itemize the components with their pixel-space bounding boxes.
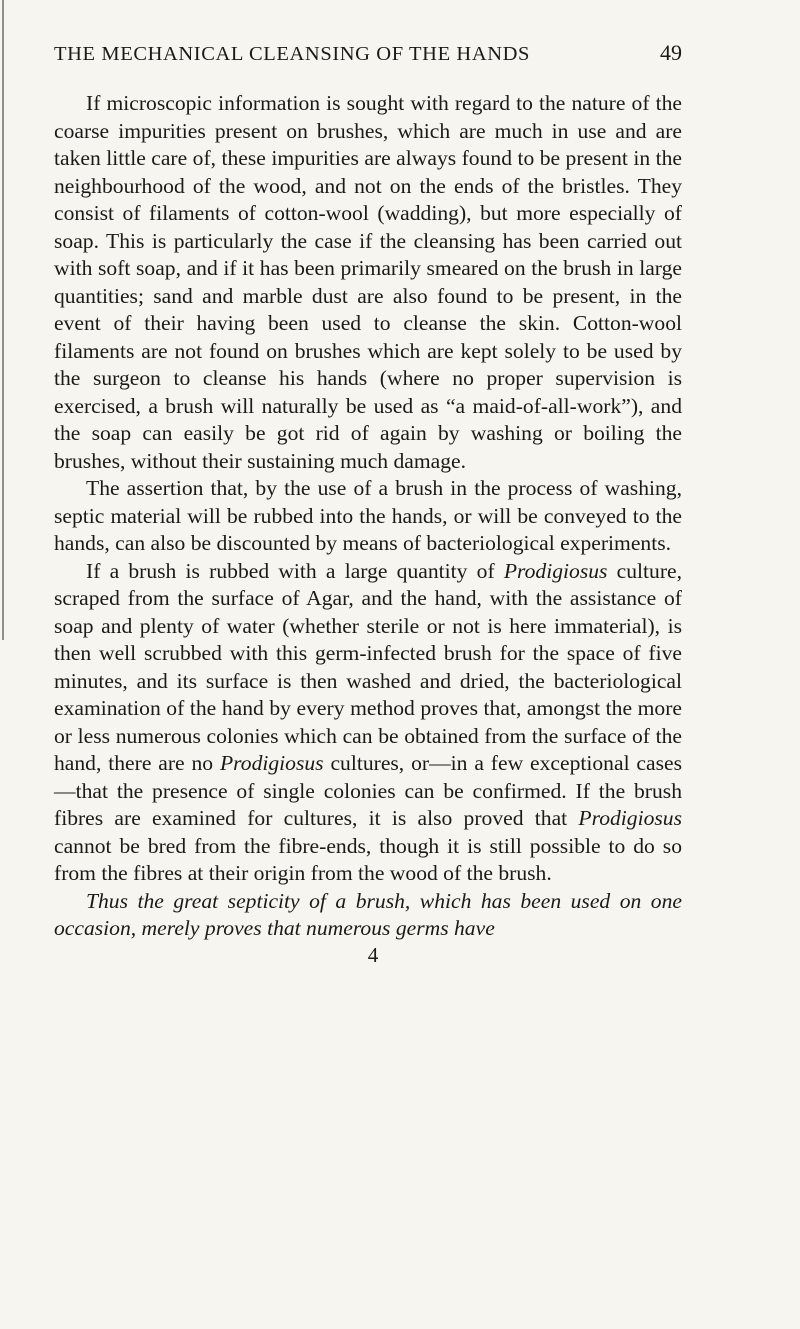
page-number: 49 <box>660 40 682 65</box>
body-text <box>54 90 682 943</box>
running-head <box>54 40 682 76</box>
book-page <box>54 40 682 967</box>
signature-mark: 4 <box>367 942 379 967</box>
paragraph-2: The assertion that, by the use of a brush in the process of washing, septic material will be rubbed into the hands, or will be conveyed to the hands, can also be discounted by means of bacteriological experiments. <box>54 476 682 555</box>
italic-term: Prodigiosus <box>219 751 324 775</box>
paragraph-3-part-c: cultures, or—in a few exceptional cases—that the presence of single colonies can be confirmed. If the brush fibres are examined for cultures, it is also proved that <box>54 751 682 830</box>
paragraph-3 <box>54 558 682 888</box>
italic-term: Prodigiosus <box>503 558 608 583</box>
page-edge-shadow <box>2 0 4 640</box>
paragraph-3-part-d: cannot be bred from the fibre-ends, though it is still possible to do so from the fibres at their origin from the wood of the brush. <box>54 833 682 885</box>
italic-paragraph-text: Thus the great septicity of a brush, which has been used on one occasion, merely proves that numerous germs have <box>54 888 682 940</box>
running-title: THE MECHANICAL CLEANSING OF THE HANDS <box>54 43 531 65</box>
paragraph-3-part-a: If a brush is rubbed with a large quantity of <box>86 558 504 583</box>
paragraph-4 <box>54 888 682 943</box>
italic-term: Prodigiosus <box>578 806 682 830</box>
paragraph-3-part-b: culture, scraped from the surface of Agar, and the hand, with the assistance of soap and plenty of water (whether sterile or not is here immaterial), is then well scrubbed with this germ-infected brush for the space of five minutes, and its surface is then washed and dried, the bacteriological examination of the hand by every method proves that, amongst the more or less numerous colonies which can be obtained from the surface of the hand, there are no <box>54 558 682 775</box>
paragraph-1: If microscopic information is sought with regard to the nature of the coarse impurities present on brushes, which are much in use and are taken little care of, these impurities are always found to be present in the neighbourhood of the wood, and not on the ends of the bristles. They consist of filaments of cotton-wool (wadding), but more especially of soap. This is particularly the case if the cleansing has been carried out with soft soap, and if it has been primarily smeared on the brush in large quantities; sand and marble dust are also found to be present, in the event of their having been used to cleanse the skin. Cotton-wool filaments are not found on brushes which are kept solely to be used by the surgeon to cleanse his hands (where no proper supervision is exercised, a brush will naturally be used as “a maid-of-all-work”), and the soap can easily be got rid of again by washing or boiling the brushes, without their sustaining much damage. <box>54 91 682 473</box>
